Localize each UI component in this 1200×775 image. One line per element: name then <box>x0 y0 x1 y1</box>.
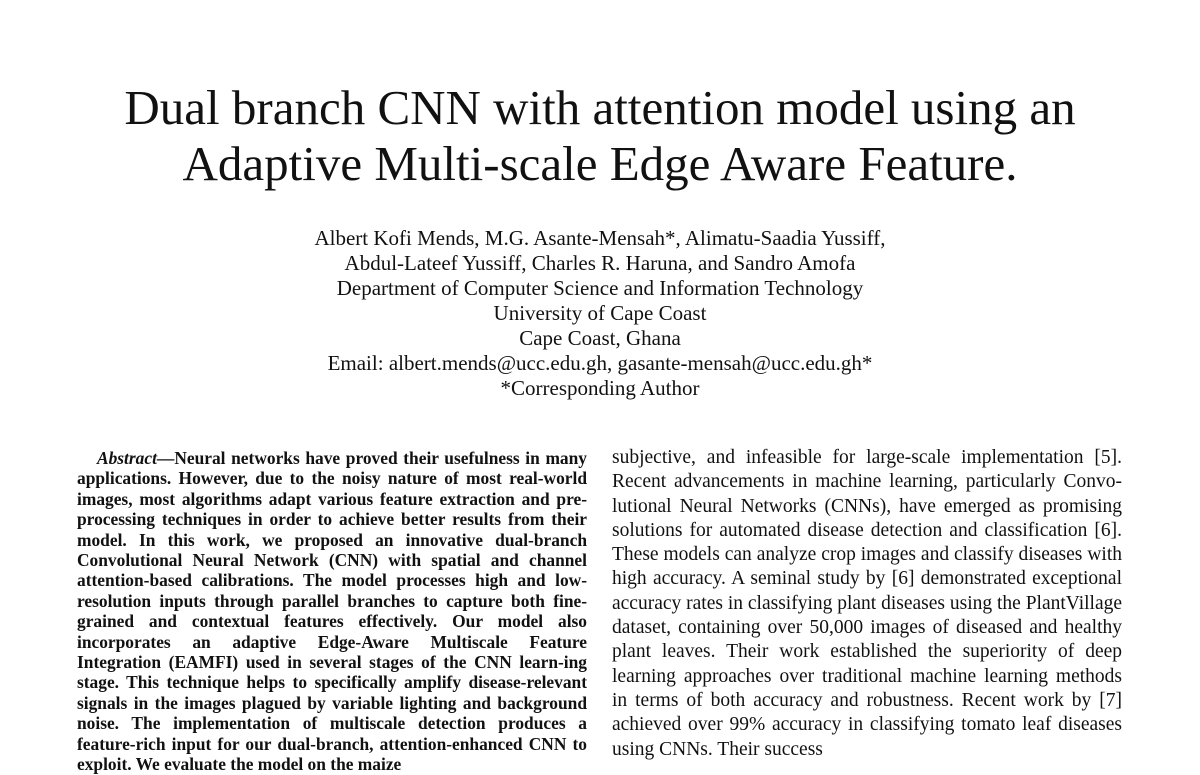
abstract-label: Abstract <box>97 448 157 468</box>
authors-line-1: Albert Kofi Mends, M.G. Asante-Mensah*, Alimatu-Saadia Yussiff, <box>314 226 886 250</box>
body-paragraph: subjective, and infeasible for large-scale implementation [5]. Recent advancements in machine learning, particularly Convo-lutional Neural Networks (CNNs), have emerged as promising solutions for automated disease detection and classification [6]. These models can analyze crop images and classify diseases with high accuracy. A seminal study by [6] demonstrated exceptional accuracy rates in classifying plant diseases using the PlantVillage dataset, containing over 50,000 images of diseased and healthy plant leaves. Their work established the superiority of deep learning approaches over traditional machine learning methods in terms of both accuracy and robustness. Recent work by [7] achieved over 99% accuracy in classifying tomato leaf diseases using CNNs. Their success <box>612 447 1123 760</box>
author-block <box>0 226 1200 401</box>
author-emails: Email: albert.mends@ucc.edu.gh, gasante-mensah@ucc.edu.gh* <box>327 351 873 375</box>
abstract-paragraph <box>77 448 587 775</box>
abstract-dash: — <box>156 448 175 468</box>
title-line-2: Adaptive Multi-scale Edge Aware Feature. <box>182 136 1018 191</box>
title-line-1: Dual branch CNN with attention model using an <box>124 80 1076 135</box>
affiliation-location: Cape Coast, Ghana <box>519 326 681 350</box>
abstract-section <box>77 448 587 775</box>
affiliation-university: University of Cape Coast <box>493 301 707 325</box>
right-column <box>612 446 1122 762</box>
corresponding-author-note: *Corresponding Author <box>500 376 700 400</box>
affiliation-department: Department of Computer Science and Information Technology <box>336 276 864 300</box>
authors-line-2: Abdul-Lateef Yussiff, Charles R. Haruna, and Sandro Amofa <box>344 251 856 275</box>
abstract-text: Neural networks have proved their usefulness in many applications. However, due to the noisy nature of most real-world images, most algorithms adapt various feature extraction and pre-processing techniques in order to achieve better results from their model. In this work, we proposed an innovative dual-branch Convolutional Neural Network (CNN) with spatial and channel attention-based calibrations. The model processes high and low-resolution inputs through parallel branches to capture both fine-grained and contextual features effectively. Our model also incorporates an adaptive Edge-Aware Multiscale Feature Integration (EAMFI) used in several stages of the CNN learn-ing stage. This technique helps to specifically amplify disease-relevant signals in the images plagued by variable lighting and background noise. The implementation of multiscale detection produces a feature-rich input for our dual-branch, attention-enhanced CNN to exploit. We evaluate the model on the maize <box>77 448 587 775</box>
paper-title <box>0 80 1200 192</box>
